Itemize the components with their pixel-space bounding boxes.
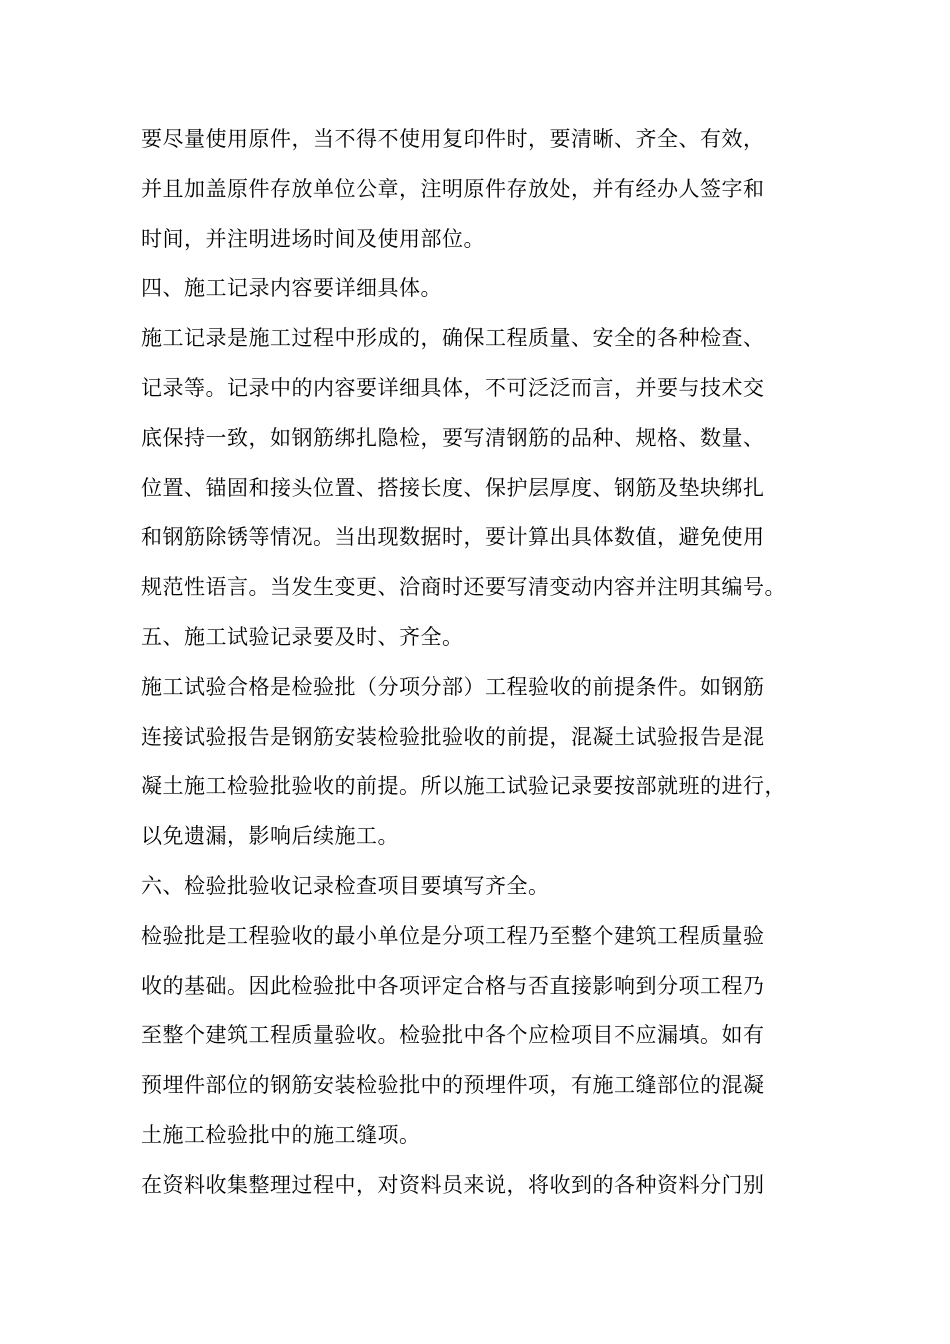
body-text-line: 底保持一致，如钢筋绑扎隐检，要写清钢筋的品种、规格、数量、 bbox=[141, 425, 765, 450]
body-text-line: 要尽量使用原件，当不得不使用复印件时，要清晰、齐全、有效， bbox=[141, 127, 765, 151]
body-text-line: 施工试验合格是检验批（分项分部）工程验收的前提条件。如钢筋 bbox=[141, 674, 765, 699]
body-text-line: 预埋件部位的钢筋安装检验批中的预埋件项，有施工缝部位的混凝 bbox=[141, 1073, 765, 1098]
body-text-line: 至整个建筑工程质量验收。检验批中各个应检项目不应漏填。如有 bbox=[141, 1023, 765, 1048]
body-text-line: 位置、锚固和接头位置、搭接长度、保护层厚度、钢筋及垫块绑扎 bbox=[141, 475, 765, 500]
section-heading-6: 六、检验批验收记录检查项目要填写齐全。 bbox=[141, 873, 550, 898]
body-text-line: 记录等。记录中的内容要详细具体，不可泛泛而言，并要与技术交 bbox=[141, 375, 765, 400]
body-text-line: 和钢筋除锈等情况。当出现数据时，要计算出具体数值，避免使用 bbox=[141, 525, 765, 550]
body-text-line: 并且加盖原件存放单位公章，注明原件存放处，并有经办人签字和 bbox=[141, 176, 765, 201]
body-text-line: 在资料收集整理过程中，对资料员来说，将收到的各种资料分门别 bbox=[141, 1172, 765, 1197]
body-text-line: 时间，并注明进场时间及使用部位。 bbox=[141, 226, 485, 251]
body-text-line: 土施工检验批中的施工缝项。 bbox=[141, 1122, 421, 1147]
body-text-line: 规范性语言。当发生变更、洽商时还要写清变动内容并注明其编号。 bbox=[141, 575, 786, 600]
body-text-line: 连接试验报告是钢筋安装检验批验收的前提，混凝土试验报告是混 bbox=[141, 724, 765, 749]
body-text-line: 凝土施工检验批验收的前提。所以施工试验记录要按部就班的进行， bbox=[141, 774, 786, 799]
body-text-line: 以免遗漏，影响后续施工。 bbox=[141, 824, 399, 849]
document-body bbox=[141, 119, 821, 1215]
body-text-line: 施工记录是施工过程中形成的，确保工程质量、安全的各种检查、 bbox=[141, 326, 765, 351]
section-heading-5: 五、施工试验记录要及时、齐全。 bbox=[141, 624, 464, 649]
body-text-line: 收的基础。因此检验批中各项评定合格与否直接影响到分项工程乃 bbox=[141, 973, 765, 998]
section-heading-4: 四、施工记录内容要详细具体。 bbox=[141, 276, 442, 301]
body-text-line: 检验批是工程验收的最小单位是分项工程乃至整个建筑工程质量验 bbox=[141, 923, 765, 948]
